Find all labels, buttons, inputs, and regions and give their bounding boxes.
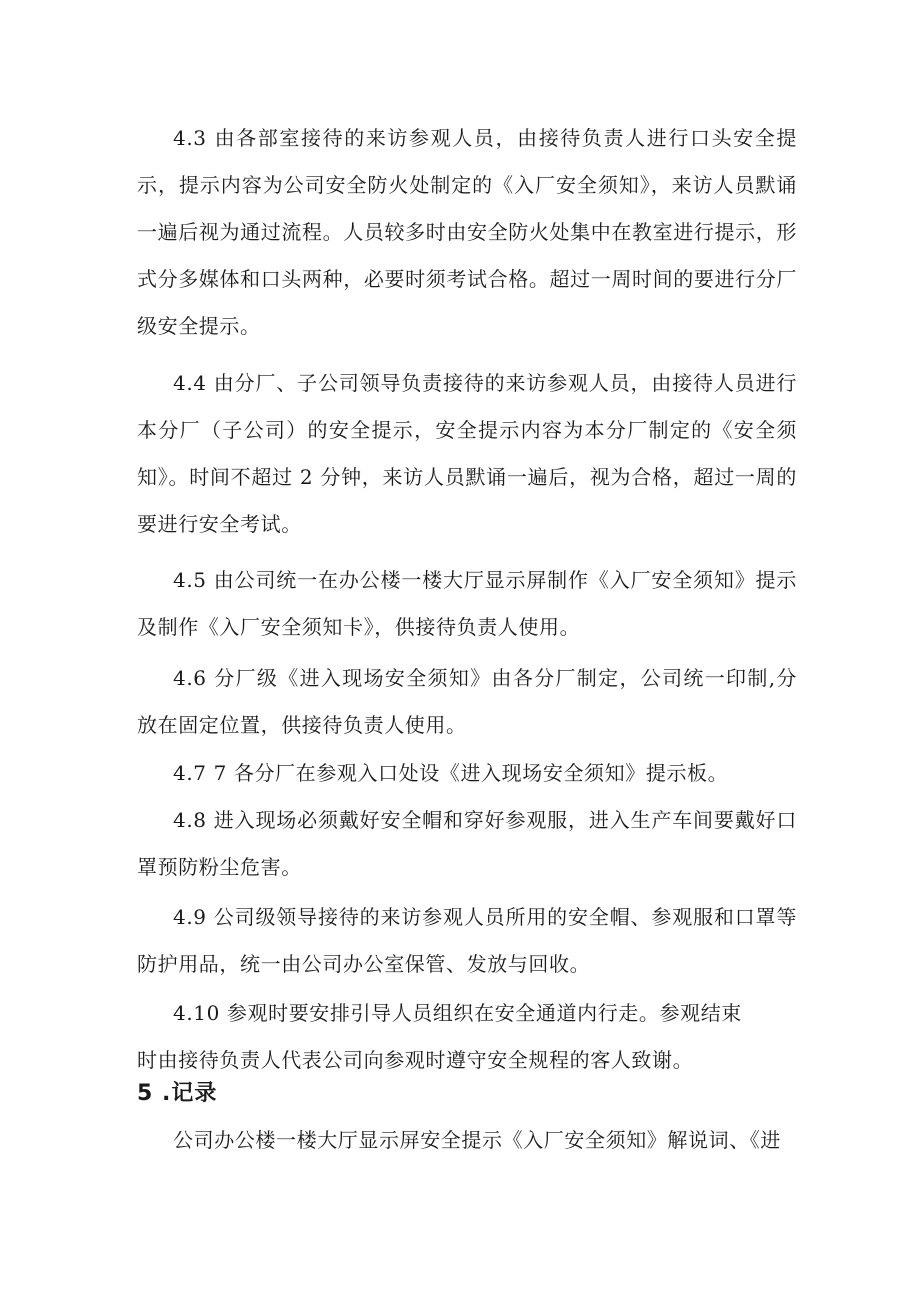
paragraph-4-8: 4.8 进入现场必须戴好安全帽和穿好参观服，进入生产车间要戴好口罩预防粉尘危害。: [137, 808, 797, 879]
paragraph-4-10-line-1: 4.10 参观时要安排引导人员组织在安全通道内行走。参观结束: [173, 1001, 742, 1025]
paragraph-4-10-line-2: 时由接待负责人代表公司向参观时遵守安全规程的客人致谢。: [137, 1048, 694, 1072]
paragraph-4-5: 4.5 由公司统一在办公楼一楼大厅显示屏制作《入厂安全须知》提示及制作《入厂安全须知卡》，供接待负责人使用。: [137, 568, 797, 639]
section-heading-records: 5 .记录: [137, 1081, 218, 1106]
paragraph-records: 公司办公楼一楼大厅显示屏安全提示《入厂安全须知》解说词、《进: [173, 1128, 781, 1152]
paragraph-4-6: 4.6 分厂级《进入现场安全须知》由各分厂制定，公司统一印制,分放在固定位置，供接待负责人使用。: [137, 666, 797, 737]
paragraph-4-9: 4.9 公司级领导接待的来访参观人员所用的安全帽、参观服和口罩等防护用品，统一由公司办公室保管、发放与回收。: [137, 905, 797, 976]
paragraph-4-7: 4.7 7 各分厂在参观入口处设《进入现场安全须知》提示板。: [173, 761, 729, 785]
paragraph-4-4: 4.4 由分厂、子公司领导负责接待的来访参观人员，由接待人员进行本分厂（子公司）的安全提示，安全提示内容为本分厂制定的《安全须知》。时间不超过 2 分钟，来访人员默诵一遍后，视为合格，超过一周的要进行安全考试。: [137, 371, 797, 536]
paragraph-4-3: 4.3 由各部室接待的来访参观人员，由接待负责人进行口头安全提示，提示内容为公司安全防火处制定的《入厂安全须知》，来访人员默诵一遍后视为通过流程。人员较多时由安全防火处集中在教室进行提示，形式分多媒体和口头两种，必要时须考试合格。超过一周时间的要进行分厂级安全提示。: [137, 126, 797, 338]
